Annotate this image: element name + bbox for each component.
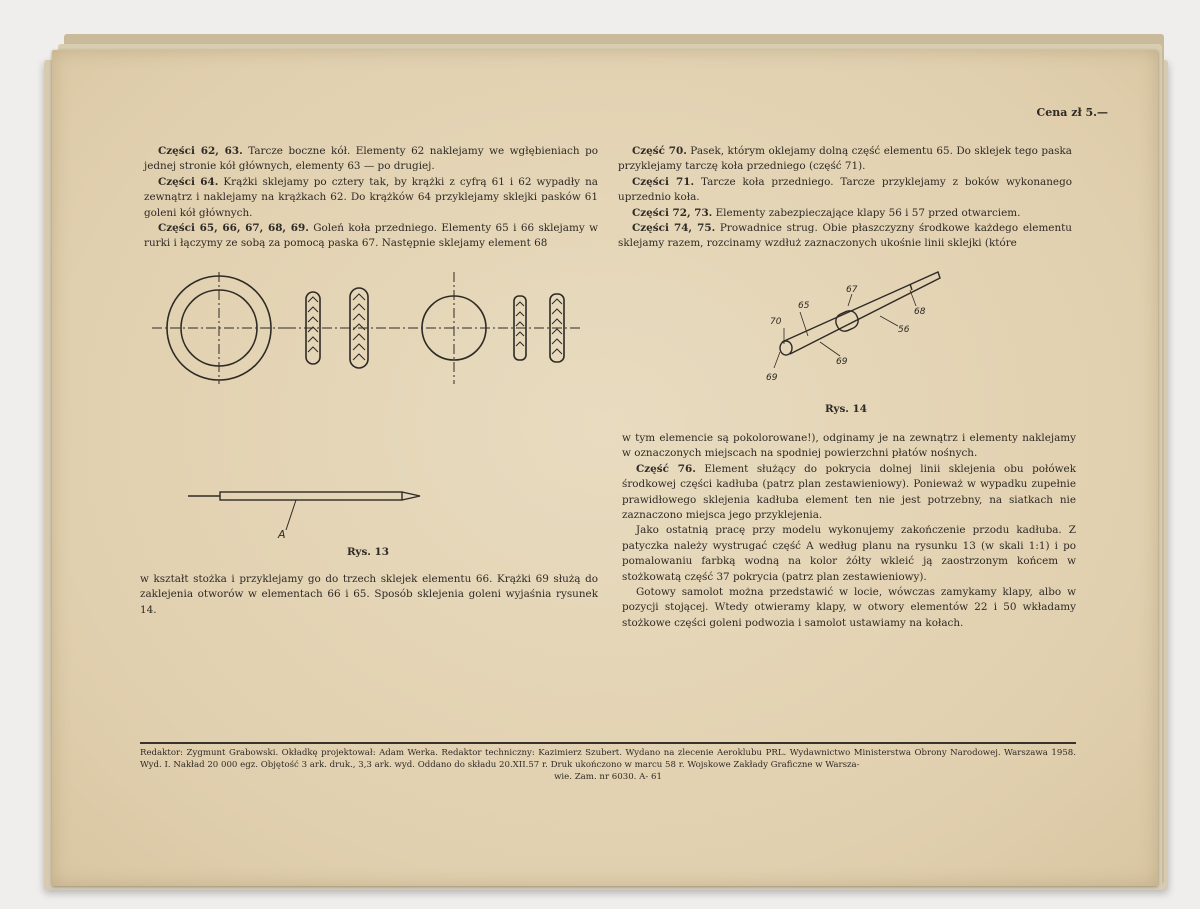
figure-14-label-65: 65: [798, 301, 810, 311]
paragraph: Części 74, 75. Prowadnice strug. Obie płaszczyzny środkowe każdego elementu sklejamy razem, rozcinamy wzdłuż zaznaczonych ukośnie linii sklejki (które: [618, 222, 1072, 250]
paragraph: Jako ostatnią pracę przy modelu wykonujemy zakończenie przodu kadłuba. Z patyczka należy wystrugać część A według planu na rysunku 13 (w skali 1:1) i po pomalowaniu farbką wodną na kolor żółty wkleić ją zaostrzonym końcem w stożkowatą część 37 pokrycia (patrz plan zestawieniowy).: [622, 524, 1076, 583]
colophon-last-line: wie. Zam. nr 6030. A- 61: [554, 772, 662, 782]
figure-14-label-56: 56: [898, 325, 910, 335]
paragraph: w tym elemencie są pokolorowane!), odginamy je na zewnątrz i elementy naklejamy w oznaczonych miejscach na spodniej powierzchni płatów nośnych.: [622, 432, 1076, 460]
paragraph: Części 64. Krążki sklejamy po cztery tak, by krążki z cyfrą 61 i 62 wypadły na zewnątrz i naklejamy na krążkach 62. Do krążków 64 przyklejamy sklejki pasków 61 goleni kół głównych.: [144, 175, 598, 219]
figure-13-caption: Rys. 13: [346, 546, 390, 558]
figure-14-strut-diagram: [760, 268, 960, 388]
paragraph: Części 71. Tarcze koła przedniego. Tarcze przyklejamy z boków wykonanego uprzednio koła.: [618, 175, 1072, 204]
figure-13-wheels-diagram: [140, 268, 600, 388]
figure-14-caption: Rys. 14: [824, 403, 868, 415]
figure-14-label-70: 70: [770, 317, 782, 327]
paragraph: Części 62, 63. Tarcze boczne kół. Elementy 62 naklejamy we wgłębieniach po jednej stronie kół głównych, elementy 63 — po drugiej.: [144, 145, 598, 173]
figure-14-label-69b: 69: [766, 373, 778, 383]
colophon-text: Redaktor: Zygmunt Grabowski. Okładkę projektował: Adam Werka. Redaktor techniczny: Kazimierz Szubert. Wydano na zlecenie Aeroklubu PRL. Wydawnictwo Ministerstwa Obrony Narodowej. Warszawa 1958. Wyd. I. Nakład 20 000 egz. Objętość 3 ark. druk., 3,3 ark. wyd. Oddano do składu 20.XII.57 r. Druk ukończono w marcu 58 r. Wojskowe Zakłady Graficzne w Warsza-: [140, 748, 1076, 770]
figure-13-part-a-diagram: [186, 480, 436, 540]
figure-14-label-67: 67: [846, 285, 858, 295]
price-label: Cena zł 5.—: [1036, 106, 1108, 119]
right-column-text: [618, 144, 1072, 252]
left-column-text: [144, 144, 598, 252]
paragraph: Części 72, 73. Elementy zabezpieczające klapy 56 i 57 przed otwarciem.: [632, 206, 1021, 219]
figure-14-label-68: 68: [914, 307, 926, 317]
left-continuation-text: w kształt stożka i przyklejamy go do trzech sklejek elementu 66. Krążki 69 służą do zaklejenia otworów w elementach 66 i 65. Sposób sklejenia goleni wyjaśnia rysunek 14.: [140, 573, 598, 616]
right-continuation-text: [622, 431, 1076, 631]
paragraph: Gotowy samolot można przedstawić w locie, wówczas zamykamy klapy, albo w pozycji stojącej. Wtedy otwieramy klapy, w otwory elementów 22 i 50 wkładamy stożkowe części goleni podwozia i samolot ustawiamy na kołach.: [622, 586, 1076, 629]
figure-13-label-a: A: [278, 528, 286, 540]
paragraph: Część 76. Element służący do pokrycia dolnej linii sklejenia obu połówek środkowej części kadłuba (patrz plan zestawieniowy). Ponieważ w wypadku zupełnie prawidłowego sklejenia kadłuba element ten nie jest potrzebny, na siatkach nie zaznaczono miejsca jego przyklejenia.: [622, 462, 1076, 522]
paragraph: Części 65, 66, 67, 68, 69. Goleń koła przedniego. Elementy 65 i 66 sklejamy w rurki i łączymy ze sobą za pomocą paska 67. Następnie sklejamy element 68: [144, 222, 598, 250]
colophon-footer: [140, 747, 1076, 783]
figure-14-label-69: 69: [836, 357, 848, 367]
paragraph: Część 70. Pasek, którym oklejamy dolną część elementu 65. Do sklejek tego paska przyklejamy tarczę koła przedniego (część 71).: [618, 145, 1073, 173]
footer-divider: [140, 742, 1076, 744]
